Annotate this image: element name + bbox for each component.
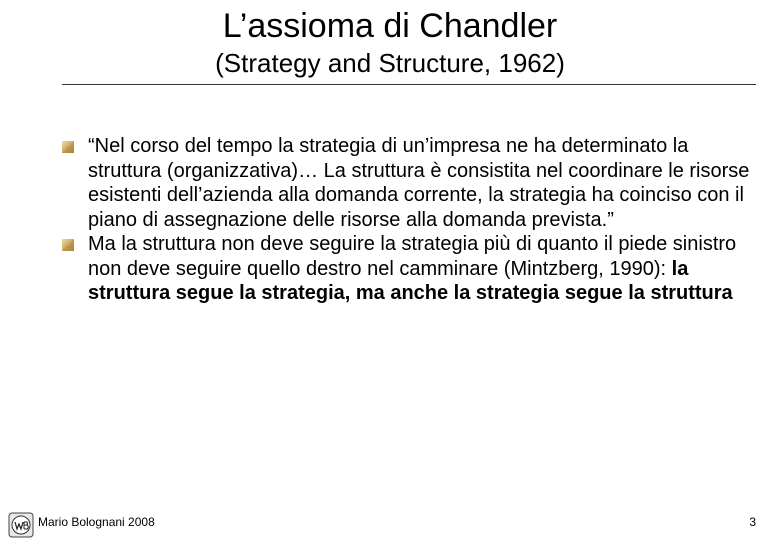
bullet-text-bold: la struttura segue la strategia, ma anche la strategia segue la struttura [88,257,733,304]
footer-author: Mario Bolognani 2008 [38,515,155,529]
bullet-text: Ma la struttura non deve seguire la strategia più di quanto il piede sinistro non deve seguire quello destro nel camminare (Mintzberg, 1990): [88,233,737,280]
bullet-text: “Nel corso del tempo la strategia di un’impresa ne ha determinato la struttura (organizzativa)… La struttura è consistita nel coordinare le risorse esistenti dell’azienda alla domanda corrente, la strategia ha coinciso con il piano di assegnazione delle risorse alla domanda prevista.” [88,135,750,231]
page-number: 3 [749,515,756,529]
bullet-list [60,134,760,306]
bullet-item-mintzberg [60,232,760,306]
bullet-item-chandler-quote [60,134,760,232]
square-bullet-icon [62,239,74,251]
bw-logo-icon [8,512,34,538]
slide-title: L’assioma di Chandler [222,7,558,45]
title-divider [62,84,756,85]
square-bullet-icon [62,141,74,153]
slide-subtitle: (Strategy and Structure, 1962) [215,48,565,78]
